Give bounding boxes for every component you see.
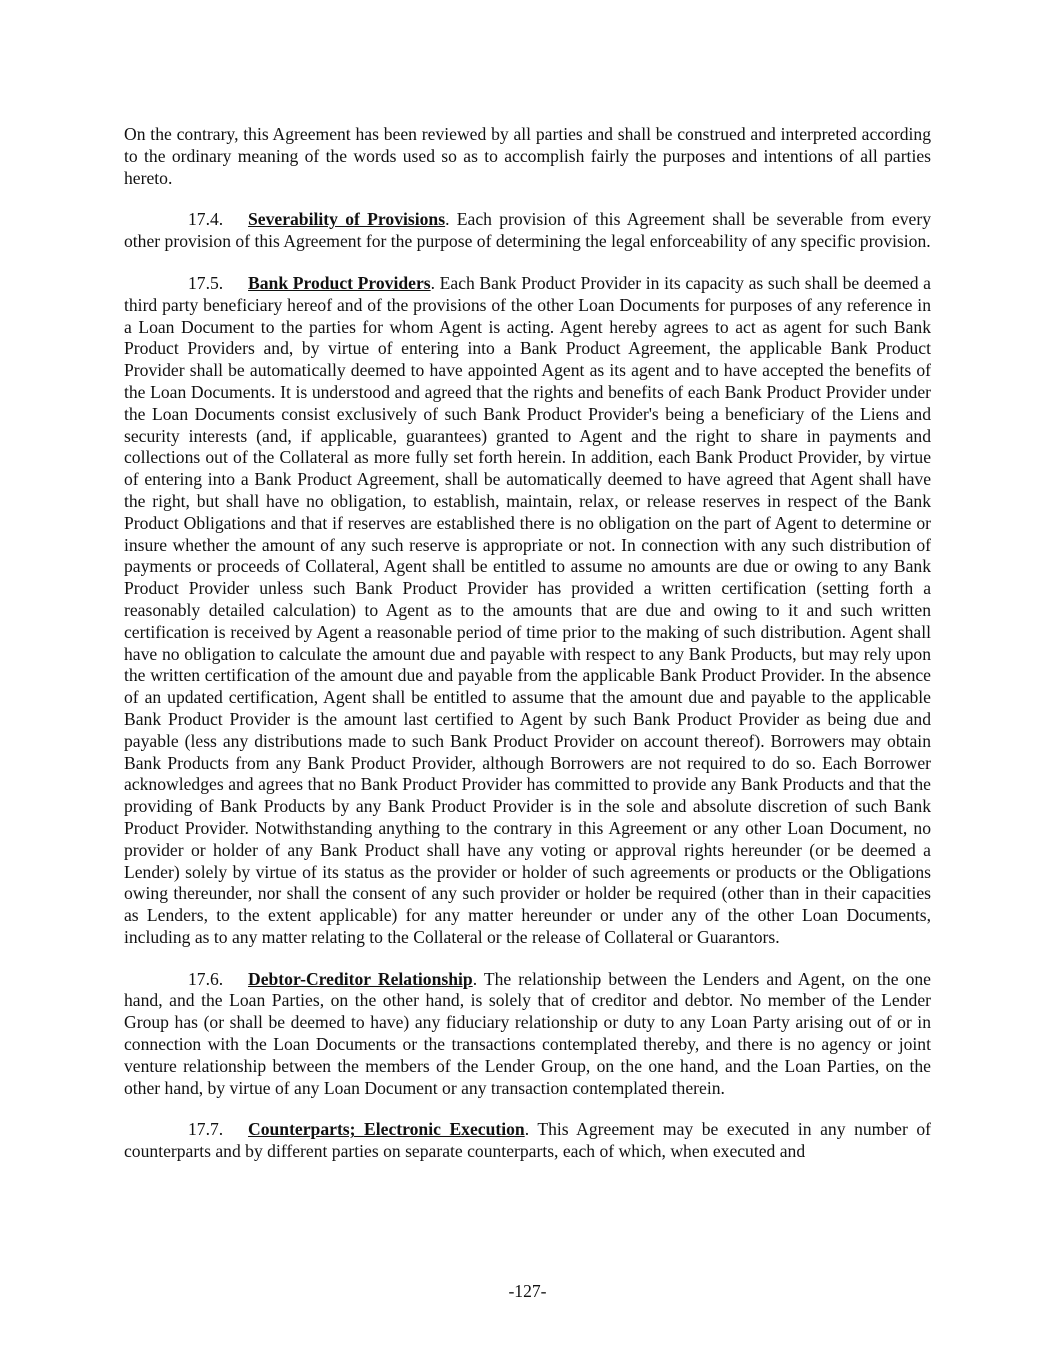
section-body: . The relationship between the Lenders and Agent, on the one hand, and the Loan Parties, on the other hand, is solely that of creditor and debtor. No member of the Lender Group has (or shall be deemed to have) any fiduciary relationship or duty to any Loan Party arising out of or in connection with the Loan Documents or the transactions contemplated thereby, and there is no agency or joint venture relationship between the members of the Lender Group, on the one hand, and the Loan Parties, on the other hand, by virtue of any Loan Document or any transaction contemplated therein. — [124, 968, 931, 1098]
section-heading: Counterparts; Electronic Execution — [248, 1119, 525, 1140]
section-heading: Debtor-Creditor Relationship — [248, 968, 473, 989]
opening-paragraph: On the contrary, this Agreement has been reviewed by all parties and shall be construed and interpreted according to the ordinary meaning of the words used so as to accomplish fairly the purposes and intentions of all parties hereto. — [124, 124, 931, 188]
section-number: 17.4. — [188, 209, 224, 230]
section-17-7 — [124, 1119, 931, 1163]
section-body: . Each Bank Product Provider in its capacity as such shall be deemed a third party beneficiary hereof and of the provisions of the other Loan Documents for purposes of any reference in a Loan Document to the parties for whom Agent is acting. Agent hereby agrees to act as agent for such Bank Product Providers and, by virtue of entering into a Bank Product Agreement, the applicable Bank Product Provider shall be automatically deemed to have appointed Agent as its agent and to have accepted the benefits of the Loan Documents. It is understood and agreed that the rights and benefits of each Bank Product Provider under the Loan Documents consist exclusively of such Bank Product Provider's being a beneficiary of the Liens and security interests (and, if applicable, guarantees) granted to Agent and the right to share in payments and collections out of the Collateral as more fully set forth herein. In addition, each Bank Product Provider, by virtue of entering into a Bank Product Agreement, shall be automatically deemed to have agreed that Agent shall have the right, but shall have no obligation, to establish, maintain, relax, or release reserves in respect of the Bank Product Obligations and that if reserves are established there is no obligation on the part of Agent to determine or insure whether the amount of any such reserve is appropriate or not. In connection with any such distribution of payments or proceeds of Collateral, Agent shall be entitled to assume no amounts are due or owing to any Bank Product Provider unless such Bank Product Provider has provided a written certification (setting forth a reasonably detailed calculation) to Agent as to the amounts that are due and owing to it and such written certification is received by Agent a reasonable period of time prior to the making of such distribution. Agent shall have no obligation to calculate the amount due and payable with respect to any Bank Products, but may rely upon the written certification of the amount due and payable from the applicable Bank Product Provider. In the absence of an updated certification, Agent shall be entitled to assume that the amount due and payable to the applicable Bank Product Provider is the amount last certified to Agent by such Bank Product Provider as being due and payable (less any distributions made to such Bank Product Provider on account thereof). Borrowers may obtain Bank Products from any Bank Product Provider, although Borrowers are not required to do so. Each Borrower acknowledges and agrees that no Bank Product Provider has committed to provide any Bank Products and that the providing of Bank Products by any Bank Product Provider is in the sole and absolute discretion of such Bank Product Provider. Notwithstanding anything to the contrary in this Agreement or any other Loan Document, no provider or holder of any Bank Product shall have any voting or approval rights hereunder (or be deemed a Lender) solely by virtue of its status as the provider or holder of such agreements or products or the Obligations owing thereunder, nor shall the consent of any such provider or holder be required (other than in their capacities as Lenders, to the extent applicable) for any matter hereunder or under any of the other Loan Documents, including as to any matter relating to the Collateral or the release of Collateral or Guarantors. — [124, 272, 931, 947]
section-heading: Severability of Provisions — [248, 209, 446, 230]
page-number: -127- — [508, 1281, 547, 1301]
section-number: 17.7. — [188, 1119, 224, 1140]
section-body: . Each provision of this Agreement shall be severable from every other provision of this Agreement for the purpose of determining the legal enforceability of any specific provision. — [124, 209, 931, 252]
section-heading: Bank Product Providers — [248, 272, 431, 293]
section-17-4 — [124, 209, 931, 253]
section-number: 17.6. — [188, 968, 224, 989]
section-body: . This Agreement may be executed in any number of counterparts and by different parties on separate counterparts, each of which, when executed and — [124, 1119, 932, 1162]
section-number: 17.5. — [188, 272, 224, 293]
section-17-5 — [124, 273, 931, 949]
document-page — [124, 124, 931, 1183]
section-17-6 — [124, 969, 931, 1100]
